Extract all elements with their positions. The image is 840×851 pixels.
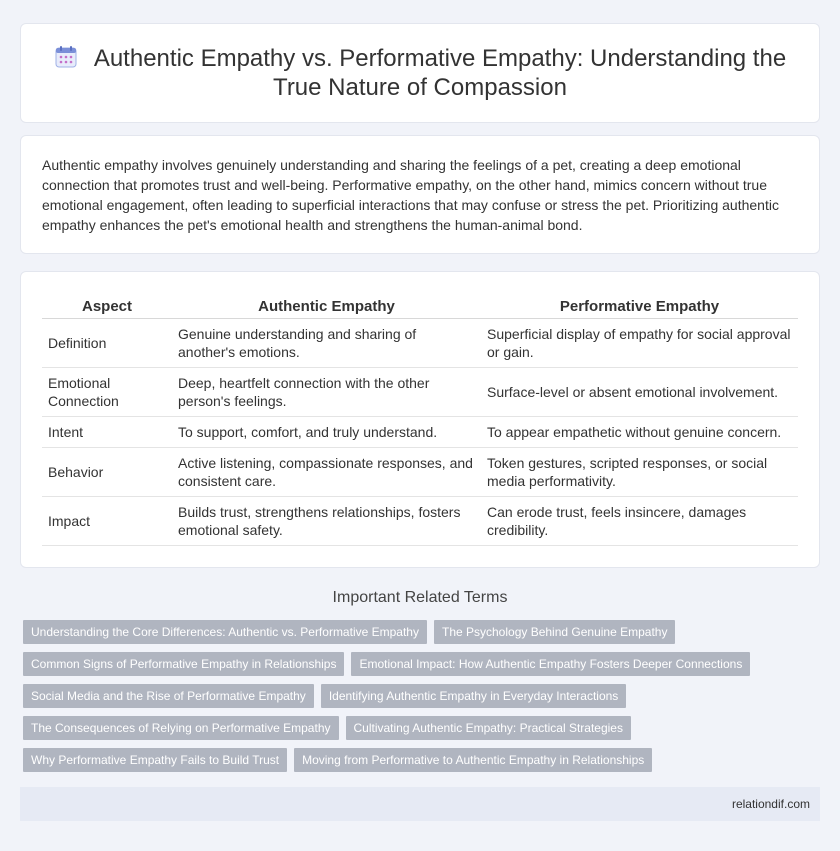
intro-paragraph: Authentic empathy involves genuinely understanding and sharing the feelings of a pet, creating a deep emotional connection that promotes trust and well-being. Performative empathy, on the other hand, mimics concern without true emotional engagement, often leading to superficial interactions that may confuse or stress the pet. Prioritizing authentic empathy enhances the pet's emotional health and strengthens the human-animal bond. — [42, 157, 779, 233]
table-cell: To support, comfort, and truly understand. — [172, 416, 481, 447]
table-header-authentic: Authentic Empathy — [172, 296, 481, 318]
table-header-aspect: Aspect — [42, 296, 172, 318]
table-row — [42, 496, 798, 545]
table-header-performative: Performative Empathy — [481, 296, 798, 318]
related-term-link[interactable]: The Psychology Behind Genuine Empathy — [434, 620, 675, 644]
table-cell: Genuine understanding and sharing of another's emotions. — [172, 318, 481, 367]
related-term-link[interactable]: Identifying Authentic Empathy in Everyday Interactions — [321, 684, 627, 708]
related-term-link[interactable]: Emotional Impact: How Authentic Empathy Fosters Deeper Connections — [351, 652, 750, 676]
header-card — [20, 23, 820, 123]
table-cell: Token gestures, scripted responses, or social media performativity. — [481, 447, 798, 496]
table-cell: Can erode trust, feels insincere, damages credibility. — [481, 496, 798, 545]
page-title — [21, 44, 819, 102]
page-title-text: Authentic Empathy vs. Performative Empathy: Understanding the True Nature of Compassion — [93, 45, 787, 101]
table-cell: Deep, heartfelt connection with the other person's feelings. — [172, 367, 481, 416]
comparison-table — [42, 296, 798, 546]
table-cell: Impact — [42, 496, 172, 545]
related-term-link[interactable]: Moving from Performative to Authentic Empathy in Relationships — [294, 748, 652, 772]
calendar-icon — [54, 45, 78, 69]
table-cell: Active listening, compassionate responses, and consistent care. — [172, 447, 481, 496]
table-row — [42, 416, 798, 447]
related-term-link[interactable]: Understanding the Core Differences: Authentic vs. Performative Empathy — [23, 620, 427, 644]
table-cell: To appear empathetic without genuine concern. — [481, 416, 798, 447]
intro-card — [20, 135, 820, 254]
footer — [20, 787, 820, 821]
table-cell: Emotional Connection — [42, 367, 172, 416]
comparison-table-card — [20, 271, 820, 568]
footer-site-link[interactable]: relationdif.com — [731, 797, 810, 811]
table-row — [42, 367, 798, 416]
table-cell: Behavior — [42, 447, 172, 496]
table-cell: Definition — [42, 318, 172, 367]
related-terms-heading: Important Related Terms — [332, 589, 508, 606]
table-header-row — [42, 296, 798, 318]
related-term-link[interactable]: Why Performative Empathy Fails to Build Trust — [23, 748, 287, 772]
related-term-link[interactable]: The Consequences of Relying on Performative Empathy — [23, 716, 339, 740]
related-terms-list — [23, 620, 823, 780]
table-cell: Superficial display of empathy for social approval or gain. — [481, 318, 798, 367]
table-cell: Builds trust, strengthens relationships, fosters emotional safety. — [172, 496, 481, 545]
table-row — [42, 318, 798, 367]
table-cell: Intent — [42, 416, 172, 447]
related-term-link[interactable]: Social Media and the Rise of Performative Empathy — [23, 684, 314, 708]
related-term-link[interactable]: Cultivating Authentic Empathy: Practical Strategies — [346, 716, 631, 740]
table-cell: Surface-level or absent emotional involvement. — [481, 367, 798, 416]
related-term-link[interactable]: Common Signs of Performative Empathy in Relationships — [23, 652, 344, 676]
table-row — [42, 447, 798, 496]
